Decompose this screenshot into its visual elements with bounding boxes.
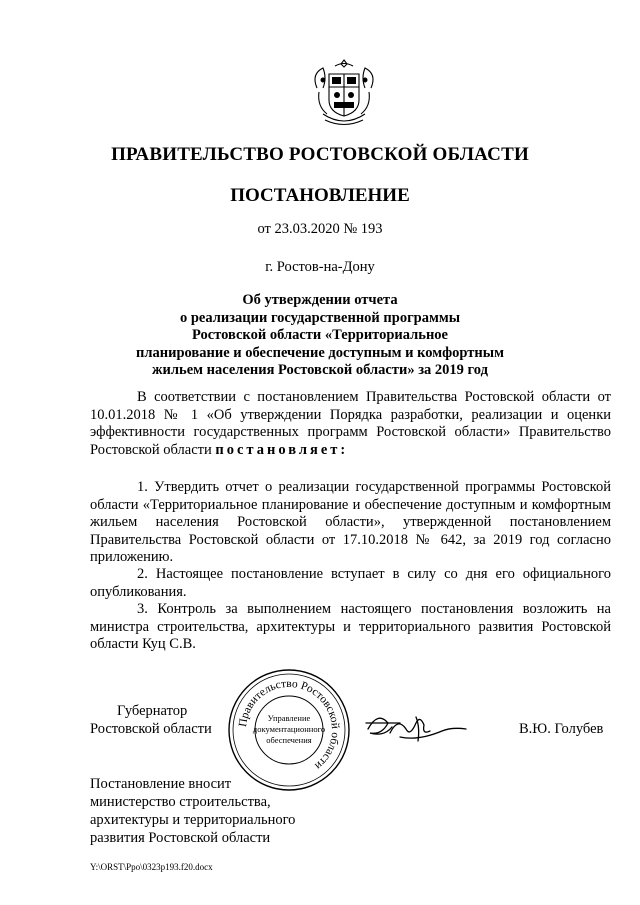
item-1: 1. Утвердить отчет о реализации государственной программы Ростовской области «Территориальное планирование и обеспечение доступным и комфортным жильем населения Ростовской области», утвержденной постановлением Правительства Ростовской области от 17.10.2018 № 642, за 2019 год согласно приложению. — [90, 479, 611, 565]
introduced-line: Постановление вносит — [90, 776, 232, 792]
document-type: ПОСТАНОВЛЕНИЕ — [230, 185, 410, 206]
subject-line: Ростовской области «Территориальное — [191, 327, 448, 343]
emblem-label: coat-of-arms-of-rostov-oblast — [338, 127, 350, 128]
handwritten-signature — [360, 703, 480, 749]
item-2: 2. Настоящее постановление вступает в силу со дня его официального опубликования. — [90, 566, 611, 600]
position-line: Ростовской области — [90, 721, 212, 737]
stamp-outer-text: Правительство Ростовской области — [236, 677, 342, 772]
introduced-line: развития Ростовской области — [90, 830, 271, 846]
stamp-inner-line: документационного — [252, 724, 326, 734]
subject-line: о реализации государственной программы — [179, 309, 461, 326]
introduced-by — [90, 775, 295, 847]
date-number: от 23.03.2020 № 193 — [257, 221, 383, 237]
file-path: Y:\ORST\Ppo\0323p193.f20.docx — [90, 862, 213, 872]
item-3: 3. Контроль за выполнением настоящего постановления возложить на министра строительства, архитектуры и территориального развития Ростовской области Куц С.В. — [90, 601, 611, 652]
preamble-paragraph — [90, 389, 611, 459]
stamp-inner-line: Управление — [267, 713, 311, 723]
coat-of-arms-emblem — [311, 58, 377, 128]
preamble-text: В соответствии с постановлением Правительства Ростовской области от 10.01.2018 № 1 «Об утверждении Порядка разработки, реализации и оценки эффективности государственных программ Ростовской области» Правительство Ростовской области — [90, 389, 611, 458]
signatory-position — [90, 702, 212, 738]
document-subject — [90, 292, 550, 380]
signatory-name: В.Ю. Голубев — [519, 721, 604, 737]
city: г. Ростов-на-Дону — [265, 259, 375, 275]
decree-word: постановляет: — [215, 441, 349, 458]
introduced-line: министерство строительства, — [90, 794, 271, 810]
position-line: Губернатор — [117, 703, 188, 719]
stamp-inner-line: обеспечения — [266, 735, 312, 745]
introduced-line: архитектуры и территориального — [90, 812, 296, 828]
subject-line: жильем населения Ростовской области» за 2019 год — [152, 362, 488, 378]
organization-title: ПРАВИТЕЛЬСТВО РОСТОВСКОЙ ОБЛАСТИ — [111, 144, 529, 165]
subject-line: Об утверждении отчета — [242, 292, 398, 308]
subject-line: планирование и обеспечение доступным и комфортным — [136, 344, 504, 361]
